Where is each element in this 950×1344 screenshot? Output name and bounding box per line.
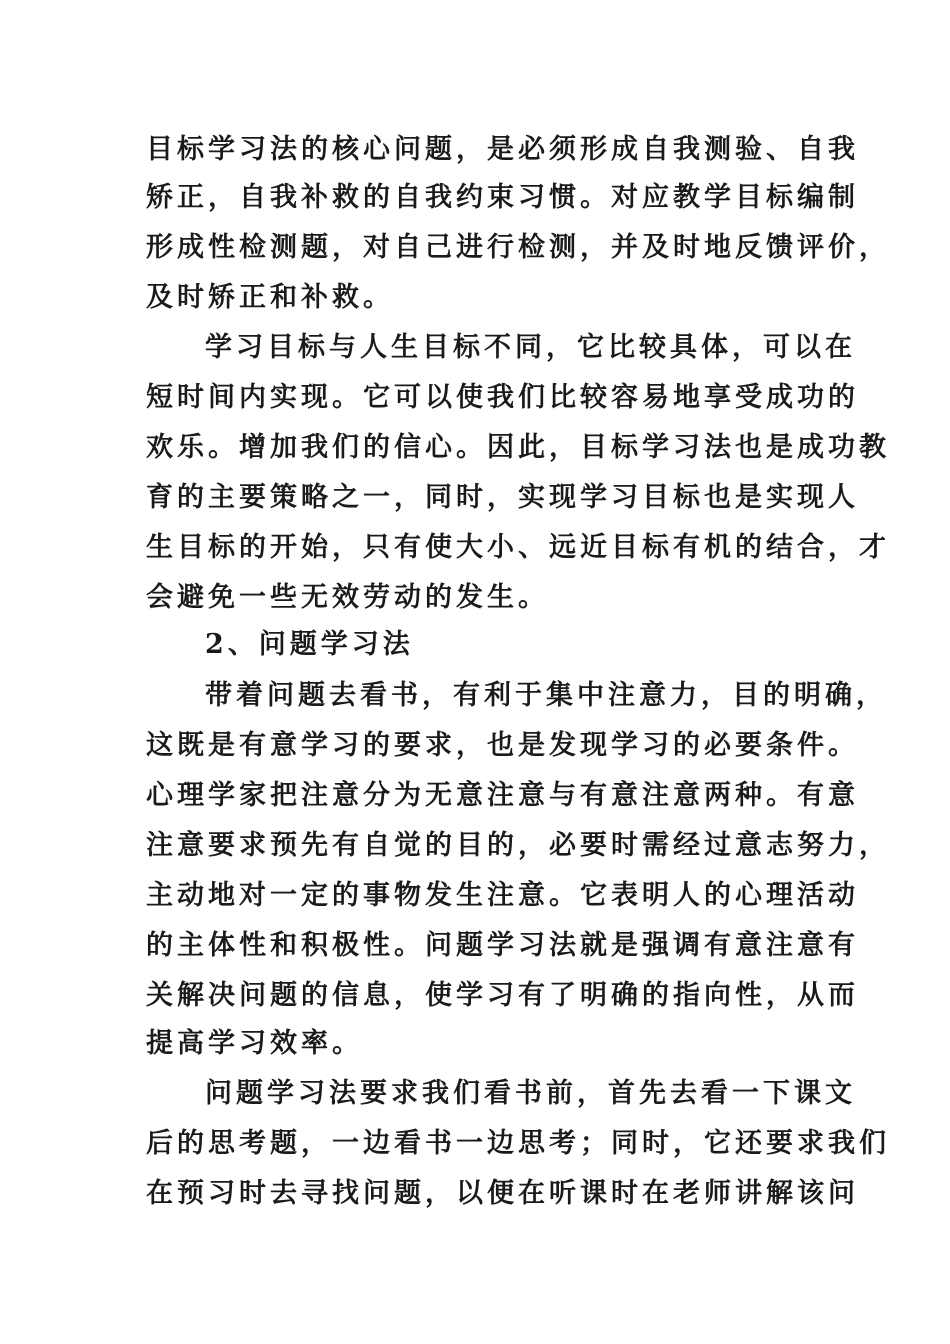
text-line: 欢乐。增加我们的信心。因此，目标学习法也是成功教 xyxy=(146,432,890,463)
text-line: 生目标的开始，只有使大小、远近目标有机的结合，才 xyxy=(146,532,890,563)
text-line: 形成性检测题，对自己进行检测，并及时地反馈评价， xyxy=(146,232,890,263)
text-line: 后的思考题，一边看书一边思考；同时，它还要求我们 xyxy=(146,1128,890,1159)
text-line: 短时间内实现。它可以使我们比较容易地享受成功的 xyxy=(146,382,859,413)
text-line: 育的主要策略之一，同时，实现学习目标也是实现人 xyxy=(146,482,859,513)
text-line: 提高学习效率。 xyxy=(146,1028,363,1059)
paragraph-first-line: 学习目标与人生目标不同，它比较具体，可以在 xyxy=(205,332,856,363)
paragraph-first-line: 问题学习法要求我们看书前，首先去看一下课文 xyxy=(205,1078,856,1109)
text-line: 目标学习法的核心问题，是必须形成自我测验、自我 xyxy=(146,134,859,165)
text-line: 会避免一些无效劳动的发生。 xyxy=(146,582,549,613)
text-line: 在预习时去寻找问题，以便在听课时在老师讲解该问 xyxy=(146,1178,859,1209)
text-line: 关解决问题的信息，使学习有了明确的指向性，从而 xyxy=(146,980,859,1011)
text-line: 主动地对一定的事物发生注意。它表明人的心理活动 xyxy=(146,880,859,911)
text-line: 的主体性和积极性。问题学习法就是强调有意注意有 xyxy=(146,930,859,961)
text-line: 注意要求预先有自觉的目的，必要时需经过意志努力， xyxy=(146,830,890,861)
text-line: 心理学家把注意分为无意注意与有意注意两种。有意 xyxy=(146,780,859,811)
paragraph-first-line: 带着问题去看书，有利于集中注意力，目的明确， xyxy=(205,680,887,711)
text-line: 这既是有意学习的要求，也是发现学习的必要条件。 xyxy=(146,730,859,761)
text-line: 及时矫正和补救。 xyxy=(146,282,394,313)
text-line: 矫正，自我补救的自我约束习惯。对应教学目标编制 xyxy=(146,182,859,213)
section-heading: 2、问题学习法 xyxy=(205,629,414,660)
